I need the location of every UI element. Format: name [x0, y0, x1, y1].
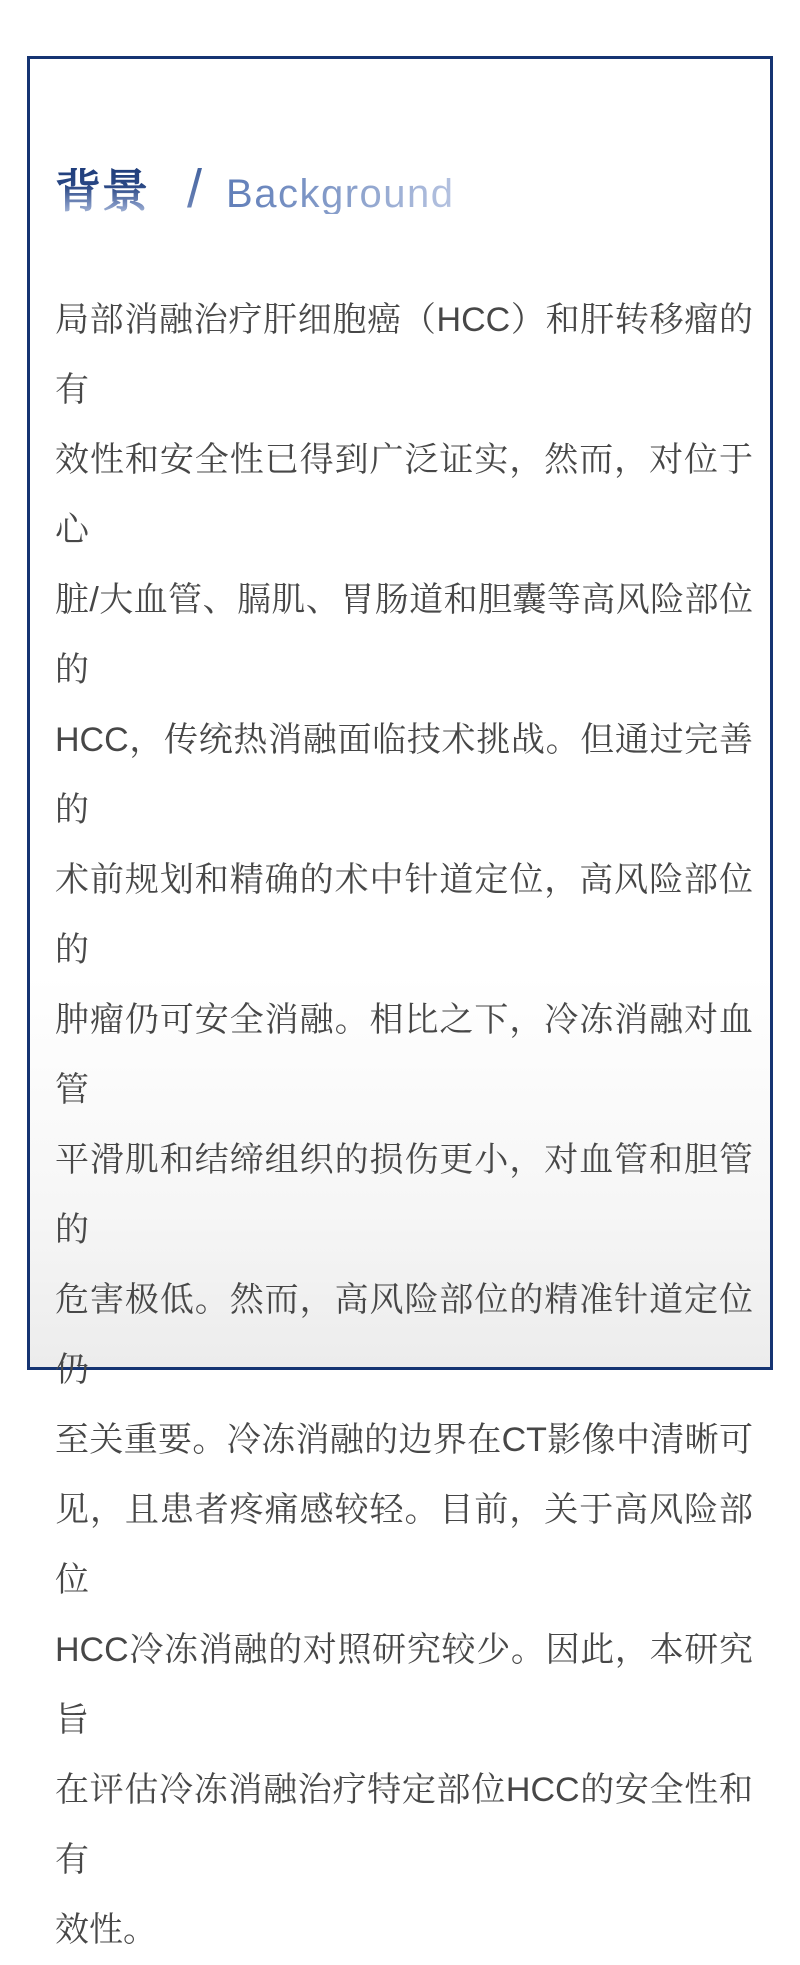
paragraph-line: 局部消融治疗肝细胞癌（HCC）和肝转移瘤的有 [55, 301, 753, 409]
body-paragraph [55, 285, 753, 1965]
paragraph-line: 见，且患者疼痛感较轻。目前，关于高风险部位 [55, 1491, 753, 1599]
section-title-zh: 背景 [55, 165, 149, 217]
paragraph-line: 危害极低。然而，高风险部位的精准针道定位仍 [55, 1281, 753, 1389]
paragraph-line: 术前规划和精确的术中针道定位，高风险部位的 [55, 861, 753, 969]
section-title-en: Background [226, 172, 455, 216]
paragraph-line: 脏/大血管、膈肌、胃肠道和胆囊等高风险部位的 [55, 581, 753, 689]
paragraph-line: 平滑肌和结缔组织的损伤更小，对血管和胆管的 [55, 1141, 753, 1249]
paragraph-line: 效性。 [55, 1911, 157, 1949]
paragraph-line: 肿瘤仍可安全消融。相比之下，冷冻消融对血管 [55, 1001, 753, 1109]
paragraph-line: HCC，传统热消融面临技术挑战。但通过完善的 [55, 721, 753, 829]
paragraph-line: 效性和安全性已得到广泛证实，然而，对位于心 [55, 441, 753, 549]
background-section-card [27, 56, 773, 1949]
section-header [55, 159, 753, 219]
slash-separator: / [187, 159, 203, 219]
paragraph-line: HCC冷冻消融的对照研究较少。因此，本研究旨 [55, 1631, 753, 1739]
paragraph-line: 至关重要。冷冻消融的边界在CT影像中清晰可 [55, 1421, 753, 1459]
paragraph-line: 在评估冷冻消融治疗特定部位HCC的安全性和有 [55, 1771, 753, 1879]
